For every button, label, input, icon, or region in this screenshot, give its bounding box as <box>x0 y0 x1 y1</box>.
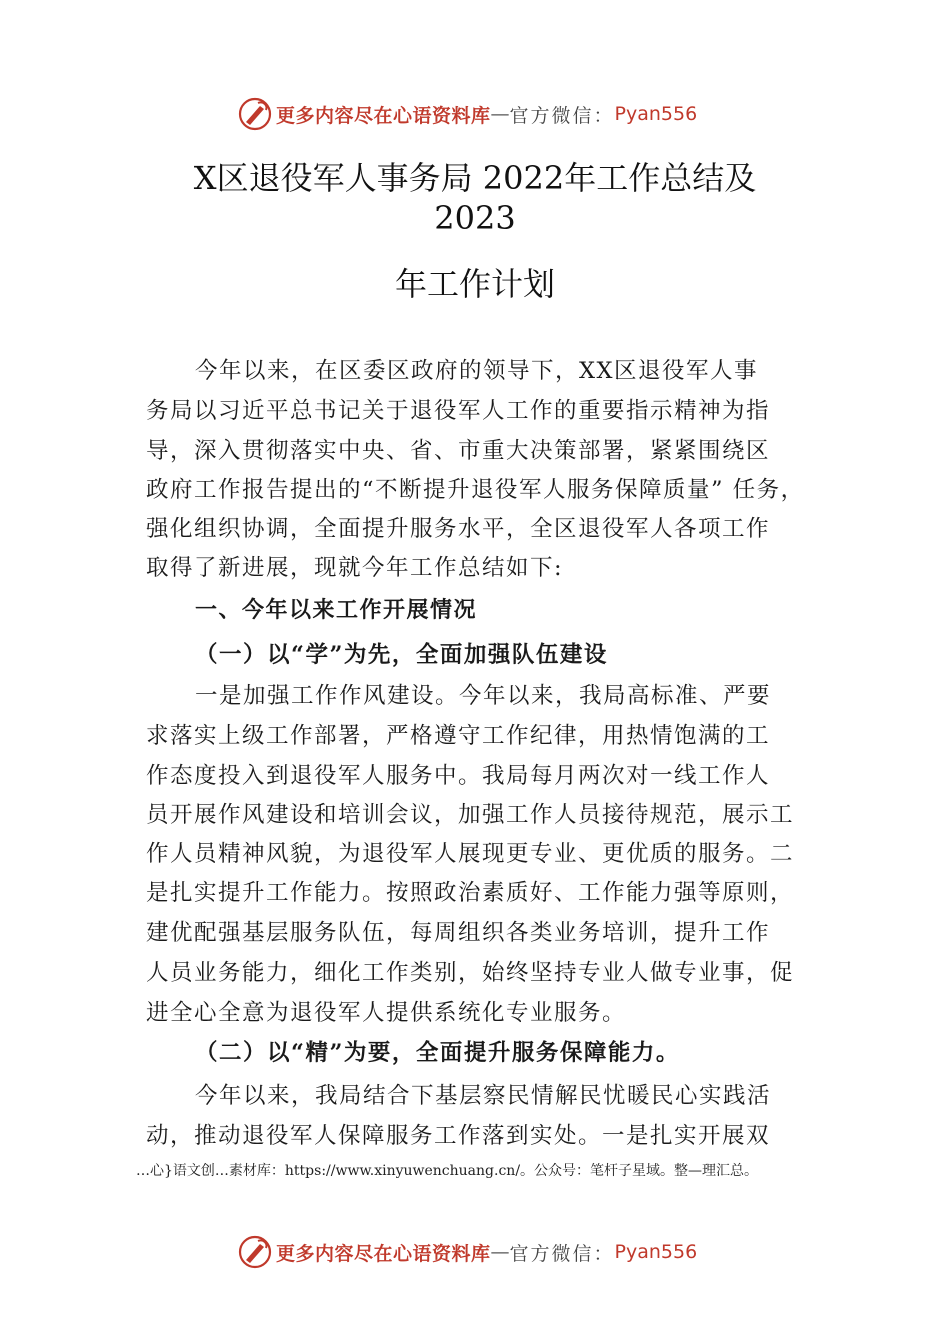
source-footnote: …心}语文创…素材库：https://www.xinyuwenchuang.cn/。公众号：笔杆子星域。整—理汇总。 <box>136 1163 759 1179</box>
paragraph-line: 今年以来，在区委区政府的领导下，XX区退役军人事 <box>195 358 759 384</box>
watermark-banner-top <box>238 96 697 132</box>
paragraph-line: 强化组织协调，全面提升服务水平，全区退役军人各项工作 <box>146 516 771 542</box>
paragraph-line: 建优配强基层服务队伍，每周组织各类业务培训，提升工作 <box>146 920 771 946</box>
paragraph-line: 导，深入贯彻落实中央、省、市重大决策部署，紧紧围绕区 <box>146 438 771 464</box>
watermark-wechat-label: 官方微信： <box>509 1242 615 1265</box>
paragraph-line: 政府工作报告提出的“不断提升退役军人服务保障质量” 任务， <box>146 477 805 503</box>
document-title-line-3: 年工作计划 <box>394 265 555 303</box>
paragraph-line: 今年以来，我局结合下基层察民情解民忧暖民心实践活 <box>195 1083 772 1109</box>
watermark-text: 更多内容尽在心语资料库 <box>276 1242 491 1265</box>
subsection-heading: （二）以“精”为要，全面提升服务保障能力。 <box>195 1040 680 1066</box>
document-title-line-1: X区退役军人事务局 2022年工作总结及 <box>193 159 757 197</box>
section-heading: 一、今年以来工作开展情况 <box>195 598 478 623</box>
watermark-wechat-id: Pyan556 <box>614 103 698 125</box>
paragraph-line: 是扎实提升工作能力。按照政治素质好、工作能力强等原则， <box>146 880 795 906</box>
paragraph-line: 人员业务能力，细化工作类别，始终坚持专业人做专业事，促 <box>146 960 795 986</box>
pen-logo-icon <box>238 97 272 131</box>
watermark-text: 更多内容尽在心语资料库 <box>276 104 491 127</box>
paragraph-line: 求落实上级工作部署，严格遵守工作纪律，用热情饱满的工 <box>146 723 771 749</box>
paragraph-line: 一是加强工作作风建设。今年以来，我局高标准、严要 <box>195 683 772 709</box>
paragraph-line: 员开展作风建设和培训会议，加强工作人员接待规范，展示工 <box>146 802 795 828</box>
paragraph-line: 进全心全意为退役军人提供系统化专业服务。 <box>146 1000 627 1026</box>
watermark-dash: — <box>490 103 510 125</box>
watermark-dash: — <box>490 1241 510 1263</box>
paragraph-line: 动，推动退役军人保障服务工作落到实处。一是扎实开展双 <box>146 1123 771 1149</box>
watermark-banner-bottom <box>238 1234 697 1270</box>
pen-logo-icon <box>238 1235 272 1269</box>
document-title-line-2: 2023 <box>434 199 516 237</box>
paragraph-line: 作态度投入到退役军人服务中。我局每月两次对一线工作人 <box>146 763 771 789</box>
subsection-heading: （一）以“学”为先，全面加强队伍建设 <box>195 642 608 668</box>
watermark-wechat-id: Pyan556 <box>614 1241 698 1263</box>
paragraph-line: 取得了新进展，现就今年工作总结如下: <box>146 555 564 581</box>
paragraph-line: 作人员精神风貌，为退役军人展现更专业、更优质的服务。二 <box>146 841 795 867</box>
paragraph-line: 务局以习近平总书记关于退役军人工作的重要指示精神为指 <box>146 398 771 424</box>
watermark-wechat-label: 官方微信： <box>509 104 615 127</box>
